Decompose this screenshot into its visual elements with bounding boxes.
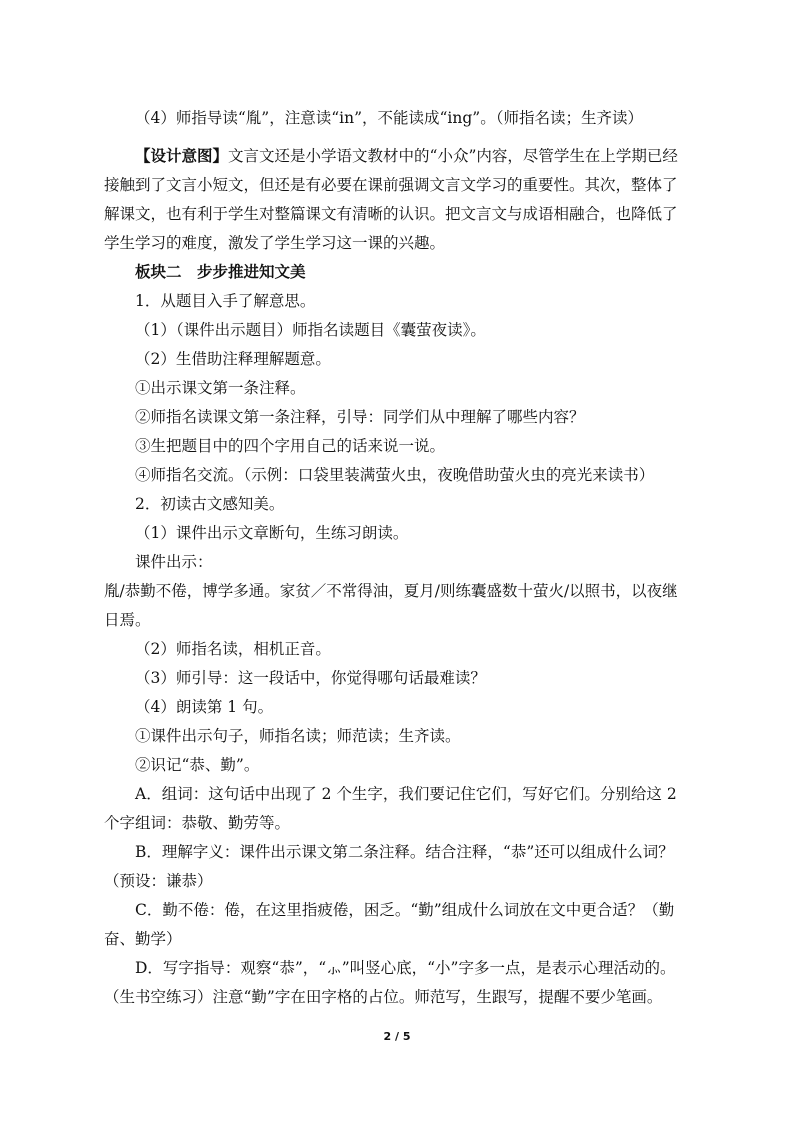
list-item: （3）师引导：这一段话中，你觉得哪句话最难读？ bbox=[135, 669, 486, 687]
list-item: ④师指名交流。（示例：口袋里装满萤火虫，夜晚借助萤火虫的亮光来读书） bbox=[135, 466, 655, 484]
list-item: 课件出示： bbox=[135, 553, 213, 571]
list-item: （2）生借助注释理解题意。 bbox=[135, 350, 331, 368]
list-item: ①课件出示句子，师指名读；师范读；生齐读。 bbox=[135, 727, 461, 745]
list-item: B．理解字义：课件出示课文第二条注释。结合注释，“恭”还可以组成什么词？（预设：谦恭） bbox=[104, 843, 674, 890]
page-number: 2 / 5 bbox=[383, 1030, 411, 1043]
list-item: ②识记“恭、勤”。 bbox=[135, 756, 260, 774]
design-intent-text: 文言文还是小学语文教材中的“小众”内容，尽管学生在上学期已经接触到了文言小短文，但还是有必要在课前强调文言文学习的重要性。其次，整体了解课文，也有利于学生对整篇课文有清晰的认识。把文言文与成语相融合，也降低了学生学习的难度，激发了学生学习这一课的兴趣。 bbox=[104, 147, 678, 252]
list-item: 1．从题目入手了解意思。 bbox=[135, 292, 316, 310]
list-item: 2．初读古文感知美。 bbox=[135, 495, 285, 513]
design-intent-paragraph bbox=[104, 141, 692, 258]
list-item: A．组词：这句话中出现了 2 个生字，我们要记住它们，写好它们。分别给这 2 个字组词：恭敬、勤劳等。 bbox=[104, 785, 677, 832]
list-item: （1）（课件出示题目）师指名读题目《囊萤夜读》。 bbox=[135, 321, 486, 339]
design-intent-label: 【设计意图】 bbox=[135, 146, 229, 165]
section-heading: 板块二 步步推进知文美 bbox=[135, 263, 306, 281]
list-item: ③生把题目中的四个字用自己的话来说一说。 bbox=[135, 437, 446, 455]
document-body bbox=[104, 104, 692, 1012]
list-item: ②师指名读课文第一条注释，引导：同学们从中理解了哪些内容？ bbox=[135, 408, 585, 426]
list-item: D．写字指导：观察“恭”，“⺗”叫竖心底，“小”字多一点，是表示心理活动的。（生书空练习）注意“勤”字在田字格的占位。师范写，生跟写，提醒不要少笔画。 bbox=[104, 959, 676, 1006]
list-item: C．勤不倦：倦，在这里指疲倦，困乏。“勤”组成什么词放在文中更合适？（勤奋、勤学） bbox=[104, 901, 675, 948]
list-item: （1）课件出示文章断句，生练习朗读。 bbox=[135, 524, 409, 542]
list-item: （2）师指名读，相机正音。 bbox=[135, 640, 331, 658]
list-item: ①出示课文第一条注释。 bbox=[135, 379, 306, 397]
list-item: （4）朗读第 1 句。 bbox=[135, 698, 274, 716]
step-line-4: （4）师指导读“胤”，注意读“in”，不能读成“ing”。（师指名读；生齐读） bbox=[135, 109, 643, 127]
classical-text-excerpt: 胤/恭勤不倦，博学多通。家贫／不常得油，夏月/则练囊盛数十萤火/以照书，以夜继日焉。 bbox=[104, 582, 678, 629]
